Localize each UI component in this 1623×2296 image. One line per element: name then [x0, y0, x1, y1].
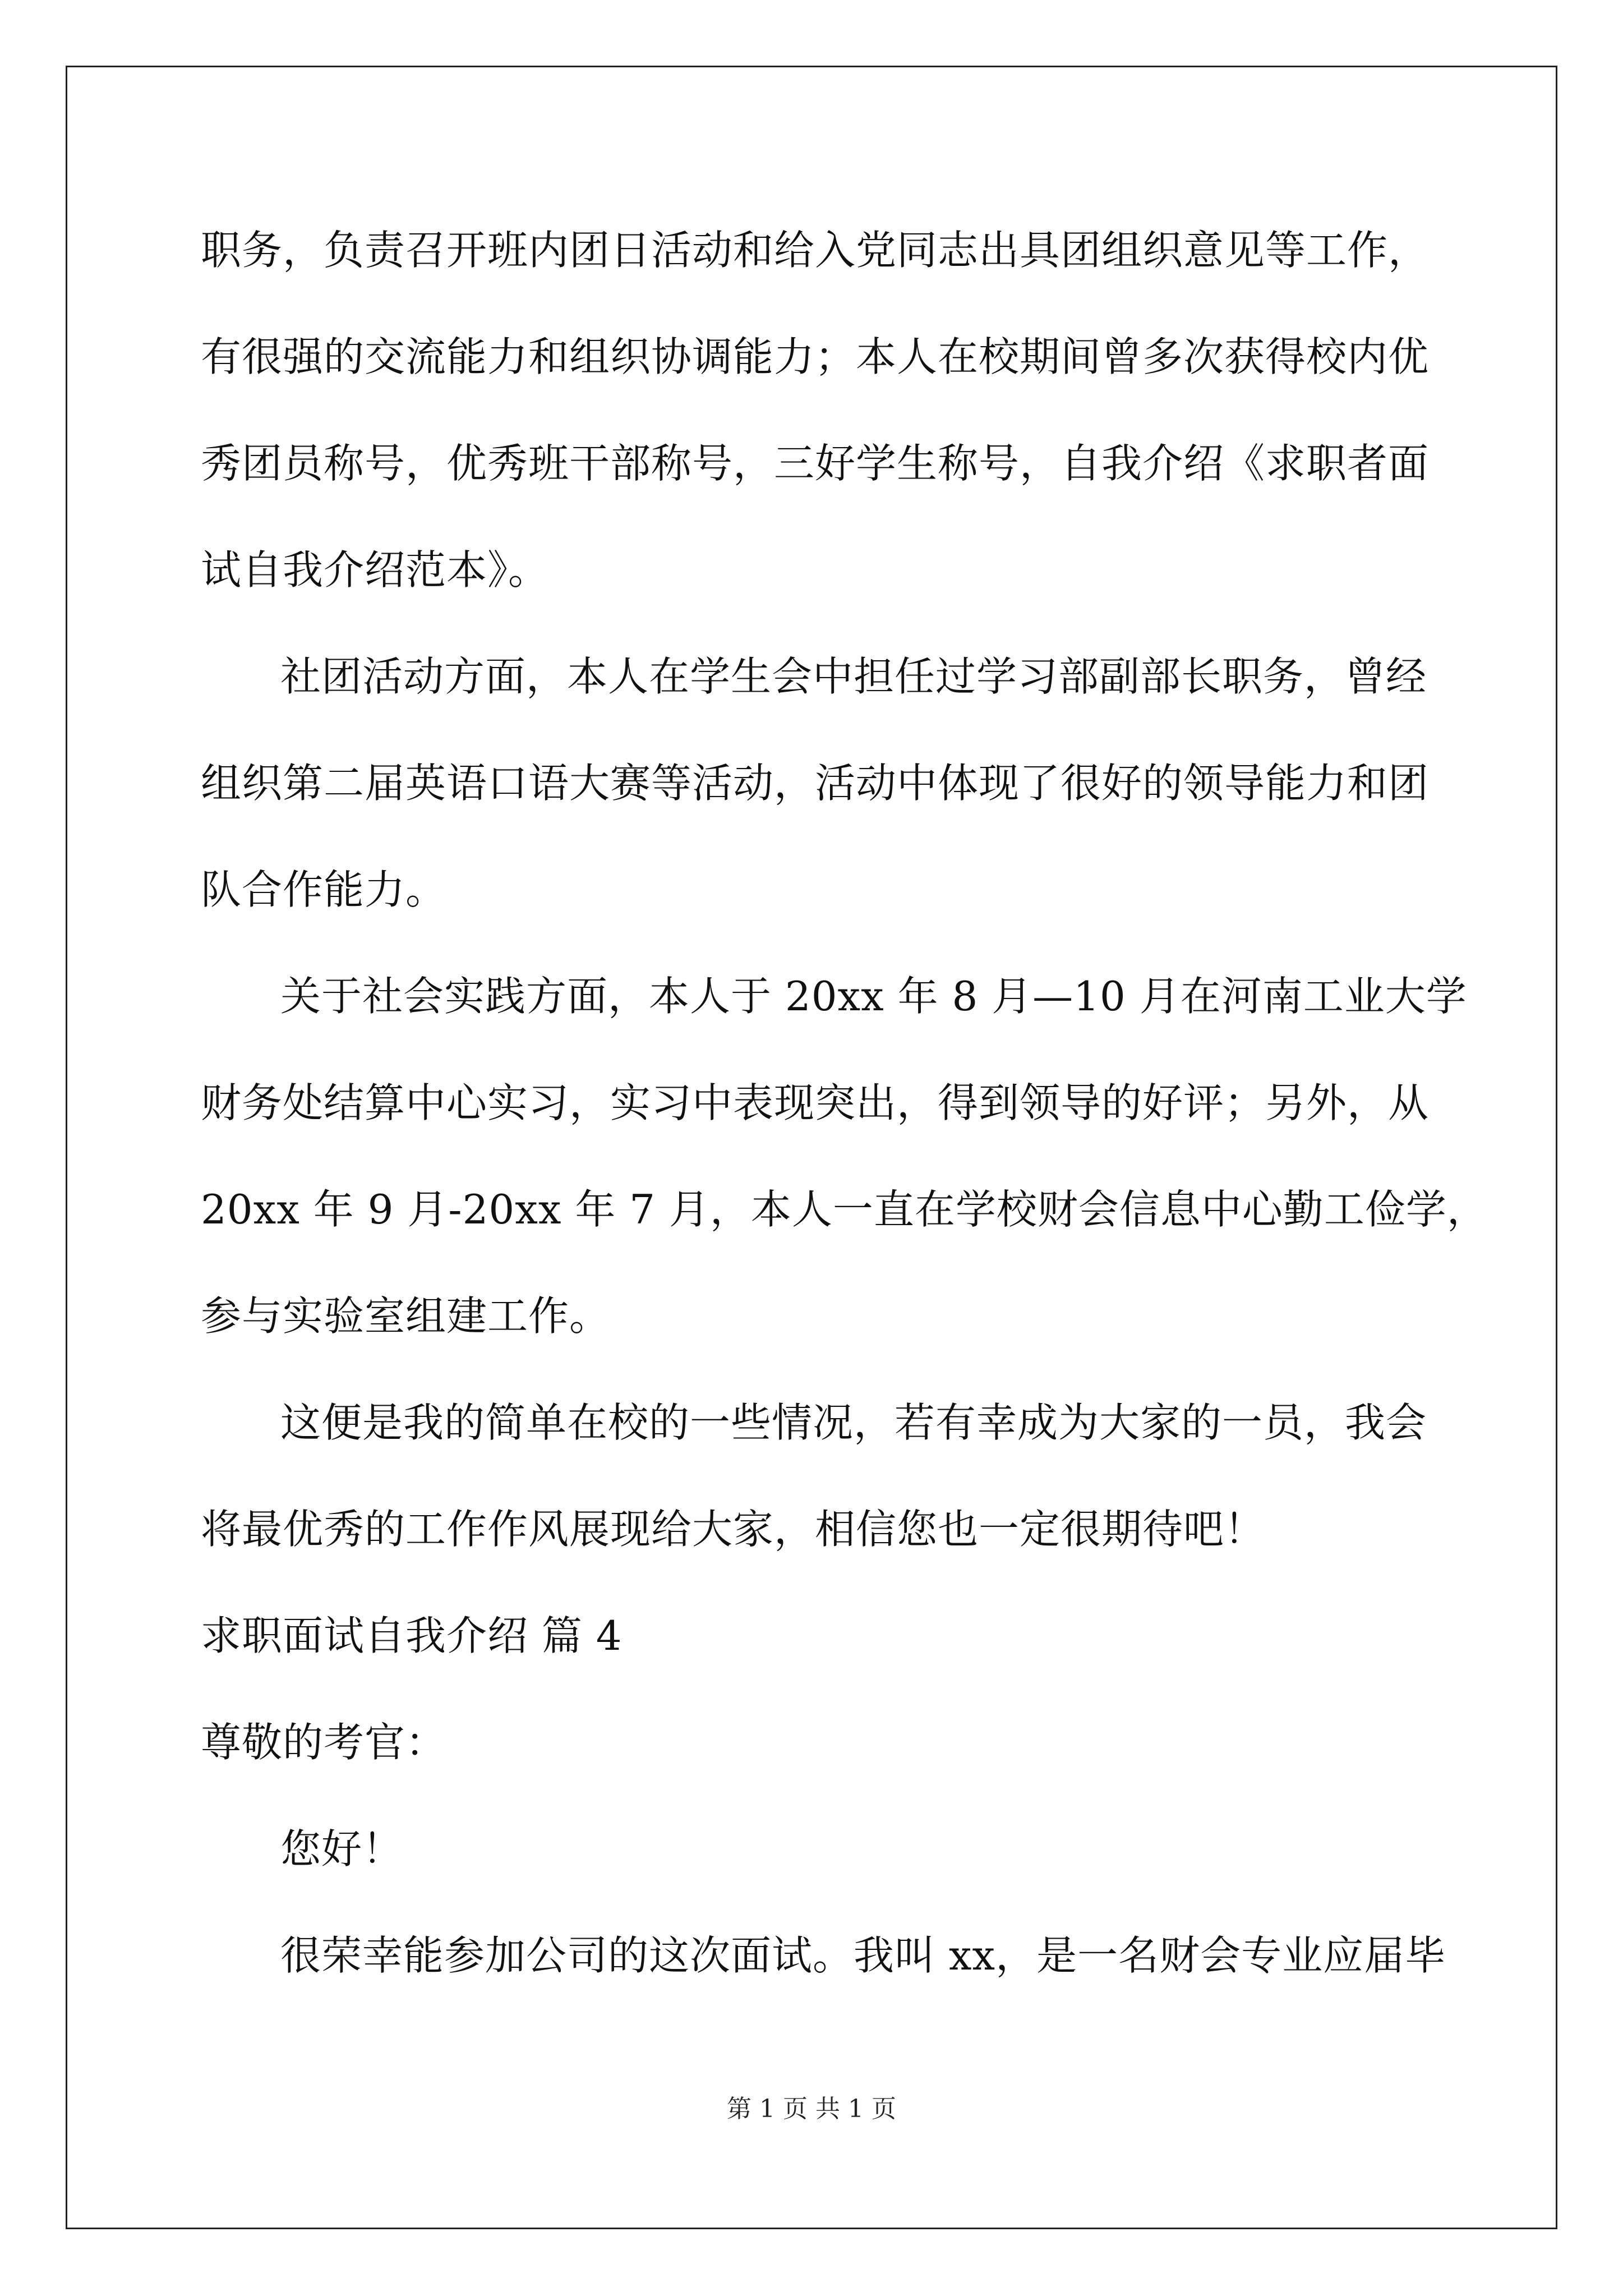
- salutation: 尊敬的考官：: [201, 1719, 447, 1766]
- paragraph-start-line: 这便是我的简单在校的一些情况，若有幸成为大家的一员，我会: [280, 1399, 1427, 1446]
- text-line: 20xx 年 9 月-20xx 年 7 月，本人一直在学校财会信息中心勤工俭学，: [201, 1186, 1488, 1233]
- paragraph-start-line: 很荣幸能参加公司的这次面试。我叫 xx，是一名财会专业应届毕: [280, 1932, 1446, 1979]
- section-heading: 求职面试自我介绍 篇 4: [201, 1612, 623, 1659]
- text-line: 参与实验室组建工作。: [201, 1292, 611, 1340]
- text-line: 队合作能力。: [201, 866, 447, 913]
- text-line: 试自我介绍范本》。: [201, 546, 550, 593]
- text-line: 职务，负责召开班内团日活动和给入党同志出具团组织意见等工作，: [201, 227, 1430, 274]
- greeting: 您好！: [280, 1825, 404, 1872]
- page-footer: 第 1 页 共 1 页: [727, 2095, 896, 2123]
- paragraph-start-line: 社团活动方面，本人在学生会中担任过学习部副部长职务，曾经: [280, 653, 1427, 700]
- paragraph-start-line: 关于社会实践方面，本人于 20xx 年 8 月—10 月在河南工业大学: [280, 973, 1467, 1020]
- text-line: 财务处结算中心实习，实习中表现突出，得到领导的好评；另外，从: [201, 1079, 1430, 1126]
- text-line: 将最优秀的工作作风展现给大家，相信您也一定很期待吧！: [201, 1506, 1266, 1553]
- text-line: 组织第二届英语口语大赛等活动，活动中体现了很好的领导能力和团: [201, 760, 1430, 807]
- text-line: 有很强的交流能力和组织协调能力；本人在校期间曾多次获得校内优: [201, 333, 1430, 380]
- page-border: [66, 66, 1557, 2229]
- text-line: 秀团员称号，优秀班干部称号，三好学生称号，自我介绍《求职者面: [201, 440, 1430, 487]
